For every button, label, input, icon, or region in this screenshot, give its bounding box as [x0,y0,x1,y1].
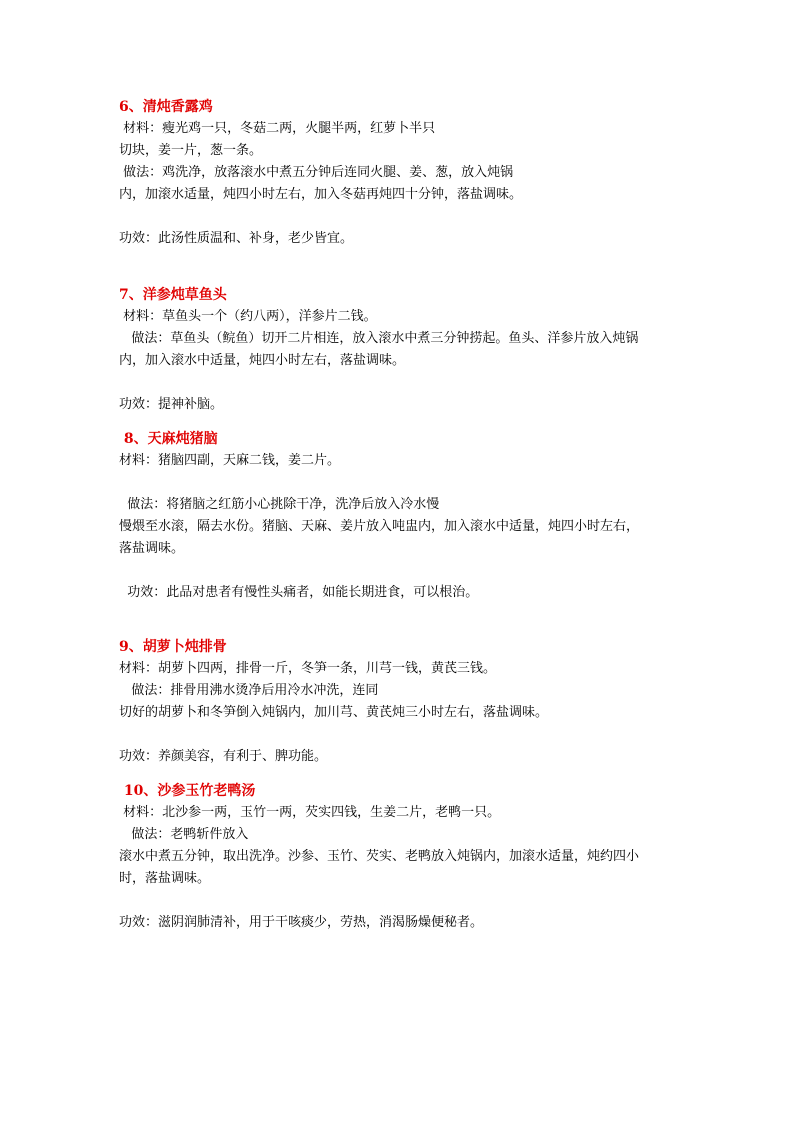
recipe-text-line: 落盐调味。 [119,541,185,556]
recipe-title: 7、洋参炖草鱼头 [119,287,227,303]
recipe-title: 8、天麻炖猪脑 [119,431,218,447]
recipe-text-line: 慢煨至水滚，隔去水份。猪脑、天麻、姜片放入吨盅内，加入滚水中适量，炖四小时左右， [119,519,640,534]
recipe-title: 9、胡萝卜炖排骨 [119,639,227,655]
recipe-effect: 功效：提神补脑。 [119,397,224,412]
recipe-text-line: 材料：猪脑四副，天麻二钱，姜二片。 [119,453,341,468]
recipe-text-line: 滚水中煮五分钟，取出洗净。沙参、玉竹、芡实、老鸭放入炖锅内，加滚水适量，炖约四小 [119,849,640,864]
recipe-effect: 功效：养颜美容，有利于、脾功能。 [119,749,328,764]
recipe-6 [119,96,719,250]
recipe-8 [119,428,719,604]
recipe-text-line: 切块，姜一片，葱一条。 [119,143,263,158]
recipe-text-line: 内，加滚水适量，炖四小时左右，加入冬菇再炖四十分钟，落盐调味。 [119,187,523,202]
recipe-effect: 功效：此品对患者有慢性头痛者，如能长期进食，可以根治。 [119,585,479,600]
recipe-text-line: 材料：瘦光鸡一只，冬菇二两，火腿半两，红萝卜半只 [119,121,436,136]
recipe-title: 10、沙参玉竹老鸭汤 [119,783,256,799]
recipe-effect: 功效：此汤性质温和、补身，老少皆宜。 [119,231,354,246]
recipe-text-line: 做法：排骨用沸水烫净后用冷水冲洗，连同 [119,683,379,698]
recipe-text-line: 做法：草鱼头（鲩鱼）切开二片相连，放入滚水中煮三分钟捞起。鱼头、洋参片放入炖锅 [119,331,639,346]
recipe-text-line: 材料：胡萝卜四两，排骨一斤，冬笋一条，川芎一钱，黄芪三钱。 [119,661,497,676]
recipe-text-line: 做法：将猪脑之红筋小心挑除干净，洗净后放入冷水慢 [119,497,440,512]
recipe-7 [119,284,719,416]
recipe-text-line: 做法：老鸭斩件放入 [119,827,249,842]
recipe-9 [119,636,719,768]
recipe-text-line: 做法：鸡洗净，放落滚水中煮五分钟后连同火腿、姜、葱，放入炖锅 [119,165,514,180]
recipe-text-line: 材料：草鱼头一个（约八两），洋参片二钱。 [119,309,377,324]
recipe-effect: 功效：滋阴润肺清补，用于干咳痰少，劳热，消渴肠燥便秘者。 [119,915,484,930]
recipe-text-line: 时，落盐调味。 [119,871,211,886]
recipe-title: 6、清炖香露鸡 [119,99,213,115]
recipe-10 [119,780,719,934]
recipe-text-line: 内，加入滚水中适量，炖四小时左右，落盐调味。 [119,353,406,368]
recipe-text-line: 切好的胡萝卜和冬笋倒入炖锅内，加川芎、黄芪炖三小时左右，落盐调味。 [119,705,549,720]
recipe-text-line: 材料：北沙参一两，玉竹一两，芡实四钱，生姜二片，老鸭一只。 [119,805,501,820]
